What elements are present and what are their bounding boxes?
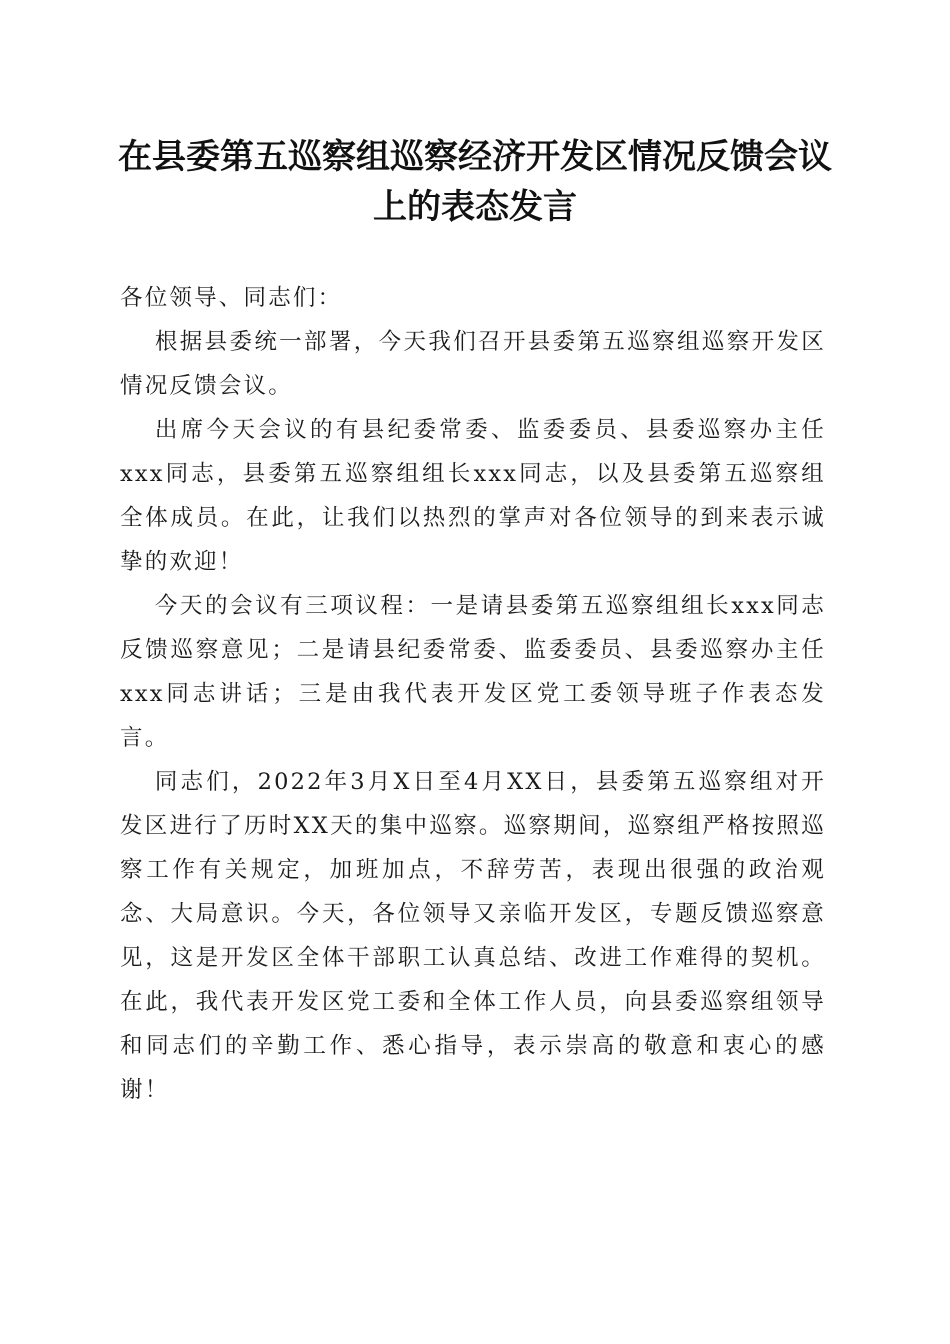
document-title: 在县委第五巡察组巡察经济开发区情况反馈会议上的表态发言 bbox=[118, 137, 832, 227]
document-body bbox=[120, 276, 826, 1112]
paragraph-meeting-purpose: 根据县委统一部署，今天我们召开县委第五巡察组巡察开发区情况反馈会议。 bbox=[120, 329, 826, 399]
paragraph-agenda: 今天的会议有三项议程：一是请县委第五巡察组组长xxx同志反馈巡察意见；二是请县纪委常委、监委委员、县委巡察办主任xxx同志讲话；三是由我代表开发区党工委领导班子作表态发言。 bbox=[120, 593, 826, 751]
paragraph-inspection-summary: 同志们，2022年3月X日至4月XX日，县委第五巡察组对开发区进行了历时XX天的集中巡察。巡察期间，巡察组严格按照巡察工作有关规定，加班加点，不辞劳苦，表现出很强的政治观念、大局意识。今天，各位领导又亲临开发区，专题反馈巡察意见，这是开发区全体干部职工认真总结、改进工作难得的契机。在此，我代表开发区党工委和全体工作人员，向县委巡察组领导和同志们的辛勤工作、悉心指导，表示崇高的敬意和衷心的感谢！ bbox=[120, 769, 826, 1103]
salutation: 各位领导、同志们： bbox=[120, 285, 343, 311]
paragraph-attendees: 出席今天会议的有县纪委常委、监委委员、县委巡察办主任xxx同志，县委第五巡察组组长xxx同志，以及县委第五巡察组全体成员。在此，让我们以热烈的掌声对各位领导的到来表示诚挚的欢迎！ bbox=[120, 417, 826, 575]
